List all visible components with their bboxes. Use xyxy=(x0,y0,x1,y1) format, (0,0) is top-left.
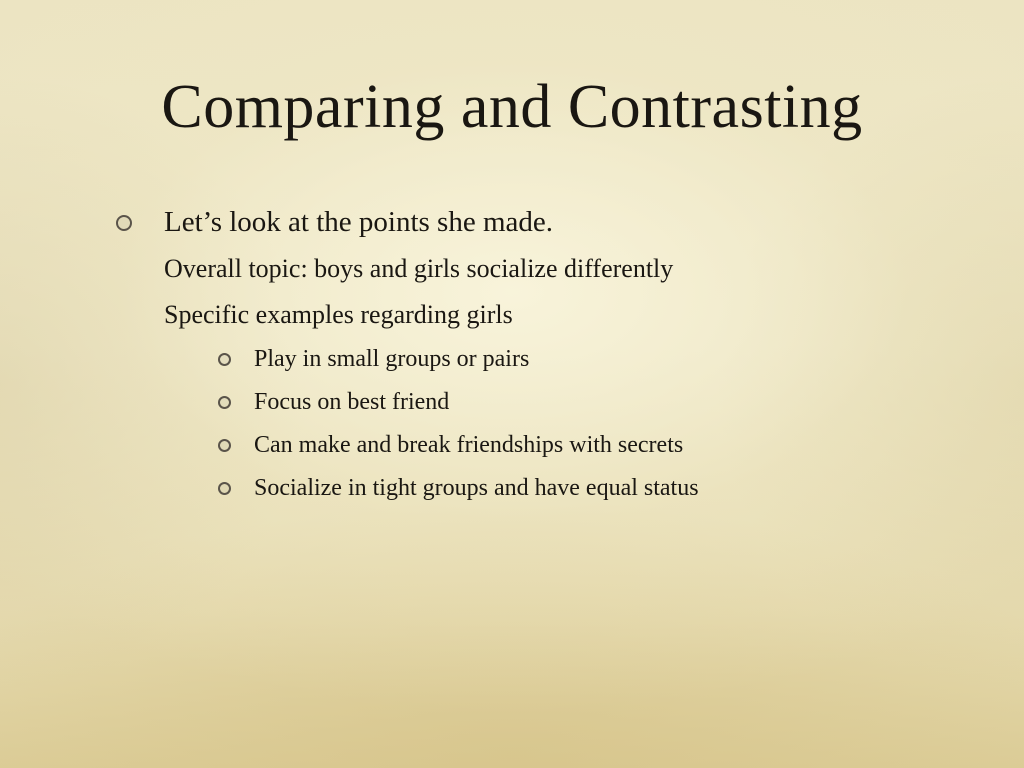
sub-bullet-item xyxy=(254,342,529,376)
sub-bullet-text: Socialize in tight groups and have equal status xyxy=(254,475,699,501)
hollow-circle-icon xyxy=(116,215,132,231)
sub-bullet-text: Play in small groups or pairs xyxy=(254,346,530,372)
slide-title: Comparing and Contrasting xyxy=(161,73,863,141)
line-text: Overall topic: boys and girls socialize differently xyxy=(164,254,674,283)
sub-bullet-item xyxy=(254,428,683,462)
bullet-text: Let’s look at the points she made. xyxy=(164,206,554,238)
hollow-circle-icon xyxy=(218,353,231,366)
text-line-specific-examples xyxy=(164,297,513,333)
hollow-circle-icon xyxy=(218,439,231,452)
bullet-item xyxy=(164,202,553,242)
sub-bullet-text: Focus on best friend xyxy=(254,389,450,415)
hollow-circle-icon xyxy=(218,396,231,409)
line-text: Specific examples regarding girls xyxy=(164,300,513,329)
sub-bullet-item xyxy=(254,471,699,505)
sub-bullet-text: Can make and break friendships with secrets xyxy=(254,432,684,458)
hollow-circle-icon xyxy=(218,482,231,495)
sub-bullet-item xyxy=(254,385,449,419)
text-line-overall-topic xyxy=(164,251,673,287)
